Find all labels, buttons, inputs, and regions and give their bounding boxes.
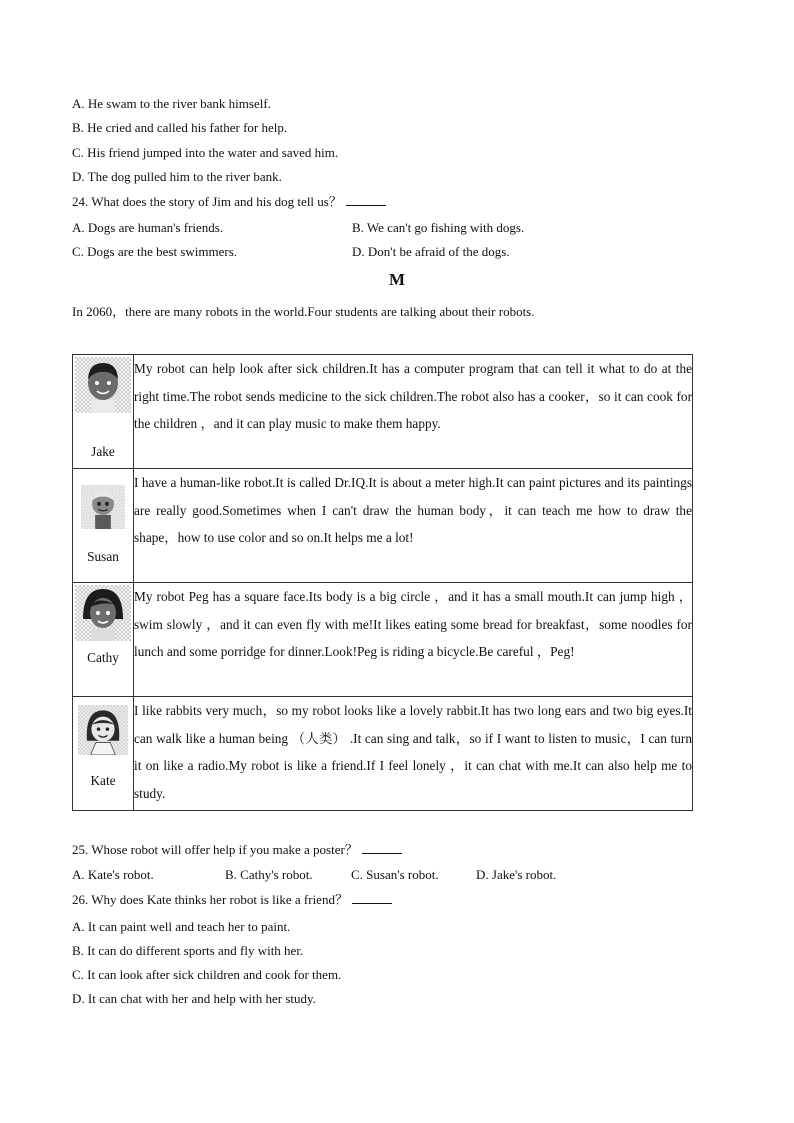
q25-option-c: C. Susan's robot. <box>351 867 439 882</box>
q26-option-a: A. It can paint well and teach her to paint. <box>72 919 291 934</box>
q25-question <box>72 842 402 858</box>
q25-option-b: B. Cathy's robot. <box>225 867 313 882</box>
answer-blank <box>362 842 402 854</box>
answer-blank <box>346 194 386 206</box>
table-row <box>73 469 693 583</box>
q24-option-d: D. Don't be afraid of the dogs. <box>352 244 510 259</box>
q26-question-text: 26. Why does Kate thinks her robot is like a friend？ <box>72 892 348 907</box>
q23-option-d: D. The dog pulled him to the river bank. <box>72 169 282 184</box>
q23-option-b: B. He cried and called his father for help. <box>72 120 288 135</box>
student-name: Kate <box>90 773 116 788</box>
avatar-cell <box>73 583 134 697</box>
q24-question <box>72 194 386 210</box>
robot-description: I like rabbits very much，so my robot looks like a lovely rabbit.It has two long ears and two big eyes.It can walk like a human being （人类） .It can sing and talk，so if I want to listen to music，I can turn it on like a radio.My robot is like a friend.If I feel lonely ，it can chat with me.It can also help me to study. <box>134 697 693 811</box>
q24-option-c: C. Dogs are the best swimmers. <box>72 244 238 259</box>
q23-option-a: A. He swam to the river bank himself. <box>72 96 271 111</box>
q24-option-a: A. Dogs are human's friends. <box>72 220 224 235</box>
q24-option-b: B. We can't go fishing with dogs. <box>352 220 525 235</box>
answer-blank <box>352 892 392 904</box>
robot-description: My robot can help look after sick children.It has a computer program that can tell it what to do at the right time.The robot sends medicine to the sick children.The robot also has a cooker，so it can cook for the children ，and it can play music to make them happy. <box>134 355 693 469</box>
q25-option-d: D. Jake's robot. <box>476 867 557 882</box>
avatar-cell <box>73 469 134 583</box>
q25-option-a: A. Kate's robot. <box>72 867 154 882</box>
robot-description: I have a human-like robot.It is called Dr.IQ.It is about a meter high.It can paint pictures and its paintings are really good.Sometimes when I can't draw the human body，it can teach me how to draw the shape，how to use color and so on.It helps me a lot! <box>134 469 693 583</box>
q23-option-c: C. His friend jumped into the water and saved him. <box>72 145 339 160</box>
robot-avatar-icon <box>75 485 131 529</box>
girl-avatar-icon <box>75 585 131 641</box>
robots-table <box>72 354 693 811</box>
q24-question-text: 24. What does the story of Jim and his dog tell us？ <box>72 194 342 209</box>
robot-description: My robot Peg has a square face.Its body is a big circle ，and it has a small mouth.It can jump high ，swim slowly ，and it can even fly with me!It likes eating some bread for breakfast，some noodles for lunch and some porridge for dinner.Look!Peg is riding a bicycle.Be careful ，Peg! <box>134 583 693 697</box>
q26-option-c: C. It can look after sick children and cook for them. <box>72 967 342 982</box>
q26-question <box>72 892 392 908</box>
student-name: Susan <box>87 549 119 564</box>
q26-option-d: D. It can chat with her and help with her study. <box>72 991 316 1006</box>
section-intro: In 2060，there are many robots in the world.Four students are talking about their robots. <box>72 304 535 319</box>
table-row <box>73 697 693 811</box>
boy-avatar-icon <box>75 357 131 413</box>
avatar-cell <box>73 697 134 811</box>
avatar-cell <box>73 355 134 469</box>
girl-avatar-icon <box>75 705 131 755</box>
table-row <box>73 355 693 469</box>
student-name: Cathy <box>87 650 119 665</box>
section-letter: M <box>388 270 406 289</box>
q25-options <box>72 867 556 883</box>
student-name: Jake <box>91 444 115 459</box>
q26-option-b: B. It can do different sports and fly with her. <box>72 943 304 958</box>
table-row <box>73 583 693 697</box>
q25-question-text: 25. Whose robot will offer help if you make a poster？ <box>72 842 358 857</box>
